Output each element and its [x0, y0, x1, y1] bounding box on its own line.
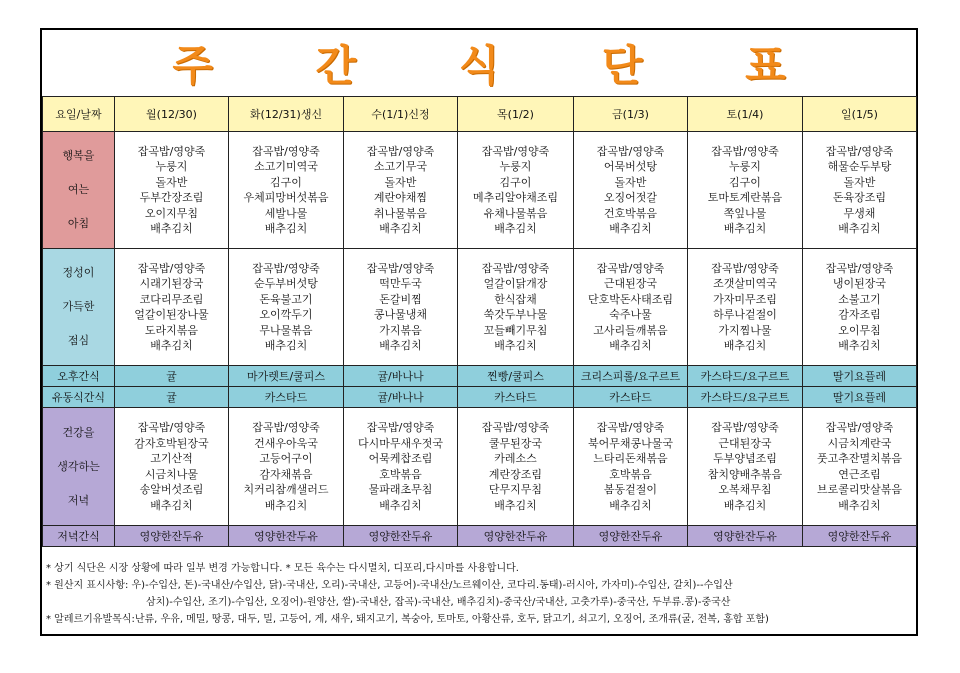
menu-item: 무생채: [843, 206, 876, 220]
menu-item: 코다리무조림: [139, 292, 204, 306]
menu-item: 단무지무침: [488, 483, 543, 496]
menu-item: 누룽지: [499, 160, 532, 173]
menu-item: 시금치계란국: [827, 436, 892, 450]
menu-item-list: [344, 420, 457, 513]
menu-item: 봄동겉절이: [603, 483, 658, 496]
day-header: 월(12/30): [115, 97, 229, 132]
label-line: 건강을: [62, 425, 95, 439]
menu-item-list: [458, 420, 573, 513]
menu-item: 배추김치: [723, 339, 767, 352]
menu-item: 배추김치: [838, 339, 881, 352]
afternoon-snack-day-cell: 귤: [115, 366, 229, 387]
menu-item: 잡곡밥/영양죽: [366, 261, 435, 275]
menu-item: 배추김치: [723, 498, 767, 512]
afternoon-snack-day-cell: 딸기요플레: [803, 366, 917, 387]
label-line: 저녁: [67, 493, 90, 507]
liquid-snack-day-cell: 카스타드: [574, 387, 688, 408]
evening-snack-day-cell: 영양한잔두유: [229, 526, 344, 547]
menu-item: 쿨무된장국: [488, 436, 543, 450]
menu-item: 참치양배추볶음: [707, 467, 783, 481]
menu-item: 하루나겉절이: [713, 308, 777, 321]
menu-item: 배추김치: [609, 498, 652, 512]
liquid-snack-day-cell: 딸기요플레: [803, 387, 917, 408]
menu-item: 배추김치: [494, 339, 537, 352]
menu-item: 배추김치: [838, 498, 881, 512]
menu-item-list: [344, 261, 457, 354]
lunch-row: [43, 249, 917, 366]
menu-item: 잡곡밥/영양죽: [825, 144, 894, 158]
menu-item: 배추김치: [379, 222, 422, 235]
menu-item: 돌자반: [843, 175, 876, 189]
afternoon-snack-day-cell: 크리스피롤/요구르트: [574, 366, 688, 387]
day-header: 일(1/5): [803, 97, 917, 132]
dinner-day-cell: [803, 408, 917, 526]
dinner-day-cell: [574, 408, 688, 526]
menu-item: 잡곡밥/영양죽: [137, 144, 206, 158]
label-line: 정성이: [62, 266, 95, 279]
menu-item: 연근조림: [838, 467, 881, 481]
menu-item: 배추김치: [150, 339, 193, 352]
menu-item-list: [458, 261, 573, 354]
menu-sheet: [40, 28, 918, 636]
liquid-snack-day-cell: 카스타드: [229, 387, 344, 408]
menu-item: 배추김치: [494, 498, 537, 512]
menu-item: 근대된장국: [603, 277, 658, 290]
menu-item: 고기산적: [150, 452, 193, 465]
dinner-day-cell: [115, 408, 229, 526]
day-header: 금(1/3): [574, 97, 688, 132]
menu-item: 잡곡밥/영양죽: [481, 261, 550, 275]
menu-item: 잡곡밥/영양죽: [711, 144, 779, 158]
menu-item: 해물순두부탕: [827, 160, 892, 173]
menu-item-list: [574, 420, 687, 513]
note-line: 삼치)-수입산, 조기)-수입산, 오징어)-원양산, 쌀)-국내산, 잡곡)-국내산, 배추김치)-중국산/국내산, 고춧가루)-중국산, 두부류.콩)-중국산: [146, 597, 731, 608]
breakfast-day-cell: [115, 132, 229, 249]
breakfast-row: [43, 132, 917, 249]
menu-item: 누룽지: [729, 160, 761, 173]
menu-item: 소고기무국: [373, 160, 428, 173]
afternoon-snack-day-cell: 카스타드/요구르트: [688, 366, 803, 387]
menu-item: 꼬들빼기무침: [483, 323, 548, 337]
evening-snack-day-cell: 영양한잔두유: [458, 526, 574, 547]
liquid-snack-label: 유동식간식: [43, 387, 115, 408]
breakfast-label: [43, 132, 115, 249]
menu-item: 잡곡밥/영양죽: [596, 421, 665, 434]
menu-item: 잡곡밥/영양죽: [252, 144, 320, 158]
corner-header: 요일/날짜: [43, 97, 115, 132]
note-line: * 원산지 표시사항: 우)-수입산, 돈)-국내산/수입산, 닭)-국내산, 오리)-국내산, 고등어)-국내산/노르웨이산, 코다리.동태)-러시아, 가자미)-수입산, 갈치)--수입산: [46, 580, 733, 591]
menu-item: 소불고기: [838, 292, 881, 306]
menu-item: 잡곡밥/영양죽: [596, 144, 665, 158]
menu-item-list: [229, 420, 343, 513]
menu-item: 배추김치: [150, 498, 193, 512]
menu-item: 잡곡밥/영양죽: [711, 261, 779, 275]
evening-snack-day-cell: 영양한잔두유: [688, 526, 803, 547]
menu-item: 물파래초무침: [368, 483, 433, 496]
menu-item: 돈육장조림: [832, 191, 887, 204]
lunch-label: [43, 249, 115, 366]
note-line: * 알레르기유발목식:난류, 우유, 메밀, 땅콩, 대두, 밀, 고등어, 게, 새우, 돼지고기, 복숭아, 토마토, 아황산류, 호두, 닭고기, 쇠고기, 오징어, 조개류(굴, 전복, 홍합 포함): [46, 614, 769, 625]
dinner-day-cell: [458, 408, 574, 526]
menu-item: 떡만두국: [379, 277, 422, 290]
menu-item: 계란야채찜: [373, 191, 428, 204]
label-line: 가득한: [62, 300, 95, 313]
weekly-menu-table: [42, 96, 917, 547]
menu-item: 단호박돈사태조림: [587, 292, 673, 306]
menu-item: 조갯살미역국: [713, 277, 777, 290]
liquid-snack-day-cell: 카스타드/요구르트: [688, 387, 803, 408]
dinner-day-cell: [229, 408, 344, 526]
menu-item-list: [803, 144, 916, 237]
menu-item: 두부간장조림: [139, 191, 204, 204]
menu-item: 호박볶음: [609, 467, 652, 481]
afternoon-snack-day-cell: 마가렛트/쿨피스: [229, 366, 344, 387]
menu-item: 잡곡밥/영양죽: [252, 421, 320, 434]
menu-item: 오이깍두기: [259, 308, 313, 321]
lunch-day-cell: [574, 249, 688, 366]
menu-item: 무나물볶음: [259, 323, 313, 337]
menu-item: 콩나물냉채: [373, 308, 428, 321]
menu-item: 취나물볶음: [373, 206, 428, 220]
menu-item: 오징어젓갈: [603, 191, 658, 204]
evening-snack-row: [43, 526, 917, 547]
menu-item: 잡곡밥/영양죽: [481, 421, 550, 434]
menu-item: 한식잡채: [494, 292, 537, 306]
menu-item: 건호박볶음: [603, 206, 658, 220]
menu-item: 얼갈이된장나물: [134, 308, 209, 321]
lunch-day-cell: [115, 249, 229, 366]
menu-item-list: [803, 420, 916, 513]
liquid-snack-day-cell: 카스타드: [458, 387, 574, 408]
menu-item: 시래기된장국: [139, 277, 204, 290]
breakfast-day-cell: [803, 132, 917, 249]
menu-item: 잡곡밥/영양죽: [596, 261, 665, 275]
menu-item: 시금치나물: [144, 467, 199, 481]
dinner-day-cell: [344, 408, 458, 526]
menu-item: 고사리들깨볶음: [593, 323, 668, 337]
menu-item: 호박볶음: [379, 467, 422, 481]
afternoon-snack-day-cell: 귤/바나나: [344, 366, 458, 387]
evening-snack-label: 저녁간식: [43, 526, 115, 547]
menu-item-list: [115, 144, 228, 237]
menu-item: 돈갈비찜: [379, 292, 422, 306]
menu-item: 배추김치: [379, 498, 422, 512]
afternoon-snack-row: [43, 366, 917, 387]
breakfast-day-cell: [344, 132, 458, 249]
menu-item-list: [803, 261, 916, 354]
menu-item: 냉이된장국: [832, 277, 887, 290]
day-header: 수(1/1)신정: [344, 97, 458, 132]
menu-item: 배추김치: [609, 222, 652, 235]
menu-item: 브로콜리맛살볶음: [816, 483, 902, 496]
label-line: 행복을: [62, 149, 95, 162]
afternoon-snack-day-cell: 찐빵/쿨피스: [458, 366, 574, 387]
menu-item-list: [688, 261, 802, 354]
menu-item: 토마토계란볶음: [707, 191, 783, 204]
menu-item: 어묵케찹조림: [368, 452, 433, 465]
evening-snack-day-cell: 영양한잔두유: [344, 526, 458, 547]
menu-item: 북어무채콩나물국: [587, 436, 673, 450]
menu-item: 풋고추잔멸치볶음: [816, 452, 902, 465]
menu-item: 돌자반: [155, 175, 188, 189]
note-line: * 상기 식단은 시장 상황에 따라 일부 변경 가능합니다. * 모든 육수는 다시멸치, 디포리,다시마를 사용합니다.: [46, 563, 519, 574]
menu-item: 돌자반: [614, 175, 647, 189]
menu-item: 잡곡밥/영양죽: [137, 421, 206, 434]
menu-item: 배추김치: [264, 498, 308, 512]
menu-item: 잡곡밥/영양죽: [366, 421, 435, 434]
menu-item: 배추김치: [150, 222, 193, 235]
menu-item: 숙주나물: [609, 308, 652, 321]
menu-item-list: [229, 144, 343, 237]
menu-item-list: [574, 144, 687, 237]
menu-item: 감자채볶음: [259, 467, 313, 481]
menu-item: 잡곡밥/영양죽: [137, 261, 206, 275]
menu-item: 두부양념조림: [713, 452, 777, 465]
menu-item: 감자조림: [838, 308, 881, 321]
menu-item: 배추김치: [838, 222, 881, 235]
menu-item: 어묵버섯탕: [603, 160, 658, 173]
menu-item: 근대된장국: [718, 436, 772, 450]
notes-section: [42, 560, 916, 628]
evening-snack-day-cell: 영양한잔두유: [115, 526, 229, 547]
menu-item: 김구이: [729, 175, 761, 189]
menu-item: 오이지무침: [144, 206, 199, 220]
menu-item: 배추김치: [264, 339, 308, 352]
menu-item: 가자미무조림: [713, 292, 777, 306]
menu-item: 잡곡밥/영양죽: [252, 261, 320, 275]
menu-item: 순두부버섯탕: [254, 277, 318, 290]
lunch-day-cell: [458, 249, 574, 366]
menu-item: 잡곡밥/영양죽: [481, 144, 550, 158]
menu-item: 카레소스: [494, 452, 537, 465]
menu-item: 잡곡밥/영양죽: [825, 421, 894, 434]
menu-item: 배추김치: [494, 222, 537, 235]
menu-item-list: [458, 144, 573, 237]
menu-item: 치커리참깨샐러드: [243, 483, 329, 496]
lunch-day-cell: [229, 249, 344, 366]
menu-item-list: [344, 144, 457, 237]
label-line: 여는: [67, 183, 90, 196]
liquid-snack-day-cell: 귤/바나나: [344, 387, 458, 408]
label-line: 아침: [67, 217, 90, 230]
menu-item: 김구이: [499, 175, 532, 189]
menu-item: 느타리돈채볶음: [593, 452, 668, 465]
dinner-label: [43, 408, 115, 526]
menu-item: 고등어구이: [259, 452, 313, 465]
menu-item: 메추리알야채조림: [472, 191, 558, 204]
menu-item-list: [115, 261, 228, 354]
menu-item: 배추김치: [264, 222, 308, 235]
day-header: 화(12/31)생신: [229, 97, 344, 132]
menu-item: 계란장조림: [488, 467, 543, 481]
menu-item: 가지볶음: [379, 323, 422, 337]
menu-item: 잡곡밥/영양죽: [366, 144, 435, 158]
menu-item: 소고기미역국: [254, 160, 318, 173]
menu-item: 유채나물볶음: [483, 206, 548, 220]
lunch-day-cell: [688, 249, 803, 366]
page-title: 주 간 식 단 표: [172, 41, 830, 90]
menu-item: 감자호박된장국: [134, 436, 209, 450]
menu-item: 돌자반: [384, 175, 417, 189]
menu-item-list: [688, 420, 802, 513]
menu-item: 잡곡밥/영양죽: [711, 421, 779, 434]
dinner-row: [43, 408, 917, 526]
menu-item: 쑥갓두부나물: [483, 308, 548, 321]
menu-item: 우체피망버섯볶음: [243, 191, 329, 204]
header-row: [43, 97, 917, 132]
menu-item: 송알버섯조림: [139, 483, 204, 496]
menu-item: 얼갈이닭개장: [483, 277, 548, 290]
menu-item: 배추김치: [609, 339, 652, 352]
lunch-day-cell: [344, 249, 458, 366]
menu-item: 쪽잎나물: [723, 206, 767, 220]
afternoon-snack-label: 오후간식: [43, 366, 115, 387]
menu-item: 배추김치: [723, 222, 767, 235]
lunch-day-cell: [803, 249, 917, 366]
label-line: 점심: [67, 334, 90, 347]
breakfast-day-cell: [574, 132, 688, 249]
evening-snack-day-cell: 영양한잔두유: [574, 526, 688, 547]
liquid-snack-row: [43, 387, 917, 408]
menu-item: 건새우아욱국: [254, 436, 318, 450]
liquid-snack-day-cell: 귤: [115, 387, 229, 408]
breakfast-day-cell: [229, 132, 344, 249]
label-line: 생각하는: [57, 459, 100, 473]
menu-item: 돈육불고기: [259, 292, 313, 306]
menu-item: 가지찜나물: [718, 323, 772, 337]
menu-item: 도라지볶음: [144, 323, 199, 337]
menu-item: 세발나물: [264, 206, 308, 220]
menu-item: 잡곡밥/영양죽: [825, 261, 894, 275]
menu-item: 다시마무새우젓국: [357, 436, 443, 450]
evening-snack-day-cell: 영양한잔두유: [803, 526, 917, 547]
menu-item-list: [229, 261, 343, 354]
breakfast-day-cell: [458, 132, 574, 249]
day-header: 토(1/4): [688, 97, 803, 132]
menu-item-list: [688, 144, 802, 237]
menu-item: 오이무침: [838, 323, 881, 337]
day-header: 목(1/2): [458, 97, 574, 132]
menu-item: 누룽지: [155, 160, 188, 173]
breakfast-day-cell: [688, 132, 803, 249]
menu-item-list: [115, 420, 228, 513]
dinner-day-cell: [688, 408, 803, 526]
menu-item-list: [574, 261, 687, 354]
menu-item: 오복채무침: [718, 483, 772, 496]
menu-item: 김구이: [270, 175, 302, 189]
menu-item: 배추김치: [379, 339, 422, 352]
